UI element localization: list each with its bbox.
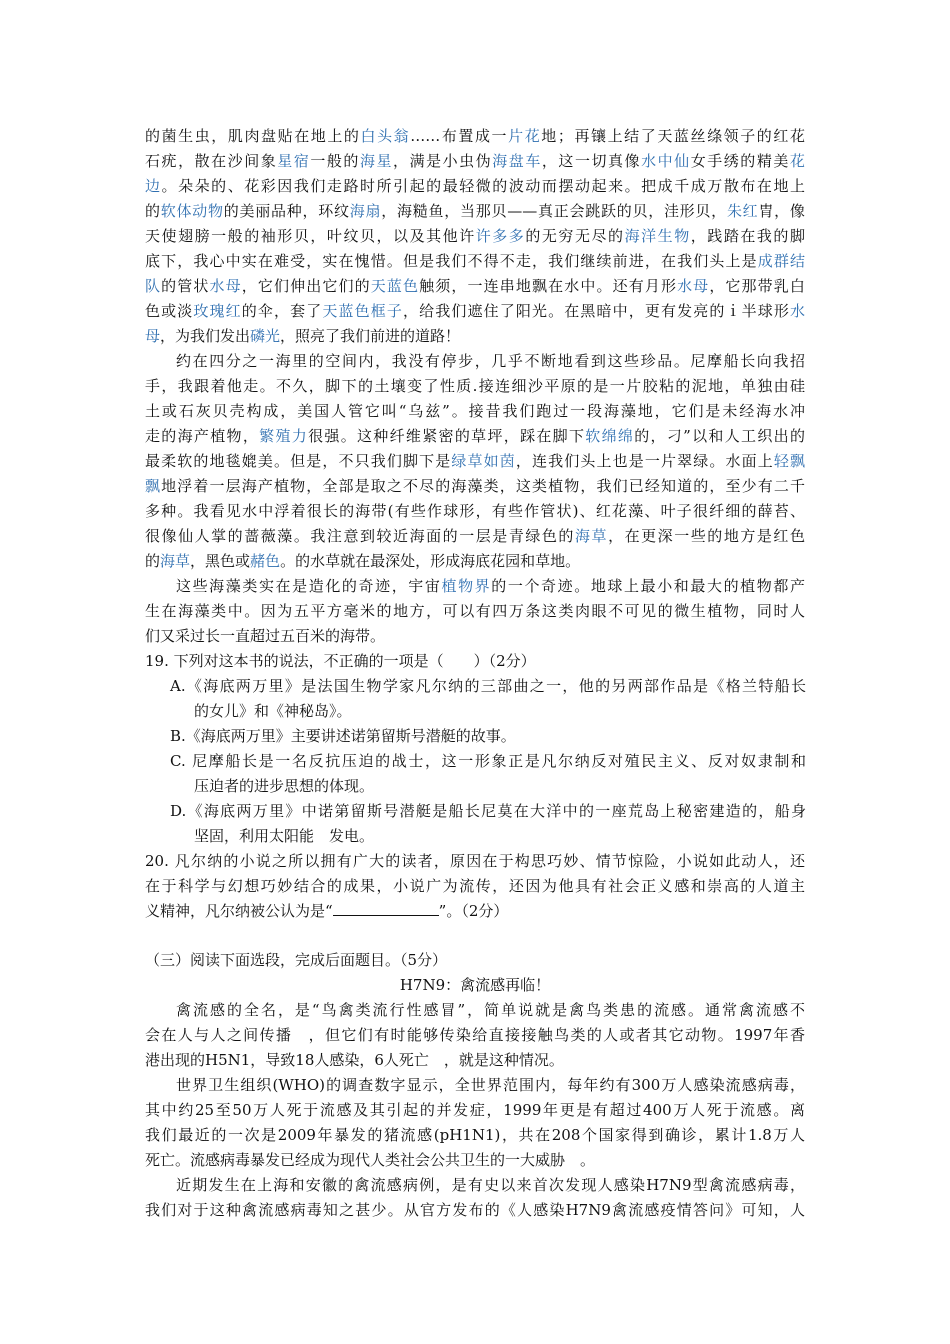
highlighted-term: 成群结 [757,252,805,270]
text-run: 很像仙人掌的蔷薇藻。我注意到较近海面的一层是青绿色的 [145,527,575,545]
article-line: 我们对于这种禽流感病毒知之甚少。从官方发布的《人感染H7N9禽流感疫情答问》可知，人 [145,1201,805,1219]
highlighted-term: 植物界 [441,577,492,595]
text-line [145,201,805,221]
text-line [145,401,805,421]
text-run: 多种。我看见水中浮着很长的海带(有些作球形，有些作管状)、红花藻、叶子很纤细的薛苔、 [145,502,805,520]
highlighted-term: 软体动物 [160,202,224,220]
highlighted-term: 玫瑰红 [193,302,242,320]
question-20-text-after: ”。（2分） [438,902,509,920]
text-line [145,301,805,321]
answer-blank[interactable] [333,901,439,916]
article-line: 港出现的H5N1，导致18人感染，6人死亡 ，就是这种情况。 [145,1051,564,1069]
highlighted-term: 磷光 [250,327,281,345]
article-line: 近期发生在上海和安徽的禽流感病例，是有史以来首次发现人感染H7N9型禽流感病毒， [176,1176,805,1194]
text-run: 地；再镶上结了天蓝丝绦领子的红花 [541,127,805,145]
text-run: ，它那带乳白 [709,277,805,295]
text-line [145,626,385,646]
text-line [176,576,805,596]
text-run: 的 [145,552,161,570]
text-run: 石疣，散在沙间象 [145,152,278,170]
highlighted-term: 海扇 [349,202,382,220]
text-line [145,526,805,546]
text-line [145,126,805,146]
highlighted-term: 海草 [574,527,609,545]
text-run: 的美丽品种，环纹 [223,202,350,220]
article-line: 其中约25至50万人死于流感及其引起的并发症，1999年更是有超过400万人死于流感。离 [145,1101,805,1119]
text-run: 的无穷无尽的 [525,227,625,245]
question-20-line-3 [145,901,508,921]
text-line [145,376,805,396]
highlighted-term: 绿草如茵 [451,452,516,470]
highlighted-term: 白头翁 [360,127,411,145]
highlighted-term: 水 [789,302,805,320]
text-run: ，满是小虫伪 [393,152,493,170]
text-line [145,476,805,496]
highlighted-term: 水母 [209,277,242,295]
section-heading: （三）阅读下面选段，完成后面题目。（5分） [145,951,448,969]
text-run: 的管状 [161,277,210,295]
option-d-line-1: D.《海底两万里》中诺第留斯号潜艇是船长尼莫在大洋中的一座荒岛上秘密建造的，船身 [170,802,806,820]
question-stem: 19. 下列对这本书的说法，不正确的一项是（ ）（2分） [145,652,536,670]
article-line: 禽流感的全名，是“鸟禽类流行性感冒”，简单说就是禽鸟类患的流感。通常禽流感不 [176,1001,805,1019]
text-run: ，连我们头上也是一片翠绿。水面上 [515,452,774,470]
option-a-line-2: 的女儿》和《神秘岛》。 [194,702,352,720]
highlighted-term: 海洋生物 [624,227,691,245]
highlighted-term: 轻飘 [773,452,805,470]
question-20-text-before: 义精神，凡尔纳被公认为是“ [145,902,333,920]
option-c-line-1: C. 尼摩船长是一名反抗压迫的战士，这一形象正是凡尔纳反对殖民主义、反对奴隶制和 [170,752,806,770]
text-run: 手，我跟着他走。不久，脚下的土壤变了性质.接连细沙平原的是一片胶粘的泥地，单独由硅 [145,377,805,395]
highlighted-term: 天蓝色框子 [322,302,403,320]
text-run: ，这一切真像 [541,152,642,170]
text-run: 的 [145,202,161,220]
highlighted-term: 边 [145,177,162,195]
highlighted-term: 赭色 [250,552,281,570]
text-run: 很强。这种纤维紧密的草坪，踩在脚下 [308,427,586,445]
text-line [145,326,460,346]
text-line [145,276,805,296]
text-run: 女手绣的精美 [690,152,790,170]
highlighted-term: 天蓝色 [370,277,420,295]
option-c-line-2: 压迫者的进步思想的体现。 [194,777,375,795]
article-line: 死亡。流感病毒暴发已经成为现代人类社会公共卫生的一大威胁 。 [145,1151,596,1169]
text-run: 胄，像 [758,202,805,220]
text-run: 的，刁”以和人工织出的 [634,427,805,445]
text-run: 。的水草就在最深处，形成海底花园和草地。 [280,552,581,570]
text-run: 们又采过长一直超过五百米的海带。 [145,627,386,645]
highlighted-term: 片花 [508,127,542,145]
text-run: 色或淡 [145,302,194,320]
highlighted-term: 海星 [359,152,394,170]
text-run: ，海糙鱼，当那贝——真正会跳跃的贝，洼形贝， [381,202,727,220]
text-run: 的菌生虫，肌肉盘贴在地上的 [145,127,361,145]
text-run: 地浮着一层海产植物，全部是取之不尽的海藻类，这类植物，我们已经知道的，至少有二千 [161,477,805,495]
text-run: ……布置成一 [410,127,509,145]
text-line [145,501,805,521]
text-run: 的伞，套了 [241,302,323,320]
text-run: ，为我们发出 [160,327,251,345]
text-run: 底下，我心中实在难受，实在愧惜。但是我们不得不走，我们继续前进，在我们头上是 [145,252,758,270]
text-run: 约在四分之一海里的空间内，我没有停步，几乎不断地看到这些珍品。尼摩船长向我招 [176,352,805,370]
text-run: ，照亮了我们前进的道路！ [280,327,461,345]
highlighted-term: 朱红 [726,202,759,220]
highlighted-term: 海草 [160,552,191,570]
question-20-line-1: 20. 凡尔纳的小说之所以拥有广大的读者，原因在于构思巧妙、情节惊险，小说如此动人，还 [145,852,805,870]
text-run: ，在更深一些的地方是红色 [608,527,805,545]
text-run: 这些海藻类实在是造化的奇迹，宇宙 [176,577,442,595]
option-a-line-1: A.《海底两万里》是法国生物学家凡尔纳的三部曲之一，他的另两部作品是《格兰特船长 [170,677,806,695]
highlighted-term: 飘 [145,477,162,495]
article-title: H7N9：禽流感再临！ [399,976,551,994]
text-run: ，黑色或 [190,552,251,570]
text-run: 的一个奇迹。地球上最小和最大的植物都产 [491,577,805,595]
text-line [145,151,805,171]
text-line [145,251,805,271]
text-line [145,226,805,246]
text-run: 生在海藻类中。因为五平方毫米的地方，可以有四万条这类肉眼不可见的微生植物，同时人 [145,602,805,620]
highlighted-term: 许多多 [475,227,526,245]
article-line: 世界卫生组织(WHO)的调查数字显示，全世界范围内，每年约有300万人感染流感病毒， [176,1076,805,1094]
text-run: 走的海产植物， [145,427,260,445]
option-d-line-2: 坚固，利用太阳能 发电。 [194,827,375,845]
highlighted-term: 繁殖力 [259,427,309,445]
article-line: 会在人与人之间传播 ，但它们有时能够传染给直接接触鸟类的人或者其它动物。1997年香 [145,1026,805,1044]
text-line [145,551,580,571]
article-line: 我们最近的一次是2009年暴发的猪流感(pH1N1)，共在208个国家得到确诊，累计1.8万人 [145,1126,805,1144]
text-run: 最柔软的地毯媲美。但是，不只我们脚下是 [145,452,452,470]
text-line [145,451,805,471]
highlighted-term: 母 [145,327,161,345]
text-line [145,176,805,196]
text-line [145,601,805,621]
text-line [145,426,805,446]
text-run: 土或石灰贝壳构成，美国人管它叫“乌兹”。接昔我们跑过一段海藻地，它们是未经海水冲 [145,402,805,420]
text-run: 。朵朵的、花彩因我们走路时所引起的最轻微的波动而摆动起来。把成千成万散布在地上 [161,177,805,195]
highlighted-term: 花 [789,152,805,170]
text-run: ，它们伸出它们的 [241,277,371,295]
text-line [176,351,805,371]
highlighted-term: 软绵绵 [585,427,635,445]
option-b: B.《海底两万里》主要讲述诺第留斯号潜艇的故事。 [170,727,516,745]
highlighted-term: 队 [145,277,162,295]
text-run: 一般的 [310,152,360,170]
highlighted-term: 海盘车 [492,152,542,170]
question-20-line-2: 在于科学与幻想巧妙结合的成果，小说广为流传，还因为他具有社会正义感和崇高的人道主 [145,877,805,895]
highlighted-term: 水中仙 [641,152,691,170]
text-run: ，给我们遮住了阳光。在黑暗中，更有发亮的ｉ半球形 [403,302,790,320]
highlighted-term: 水母 [677,277,710,295]
text-run: 触须，一连串地飘在水中。还有月形 [419,277,678,295]
highlighted-term: 星宿 [277,152,311,170]
text-run: ，践踏在我的脚 [690,227,805,245]
text-run: 天使翅膀一般的袖形贝，叶纹贝，以及其他许 [145,227,476,245]
